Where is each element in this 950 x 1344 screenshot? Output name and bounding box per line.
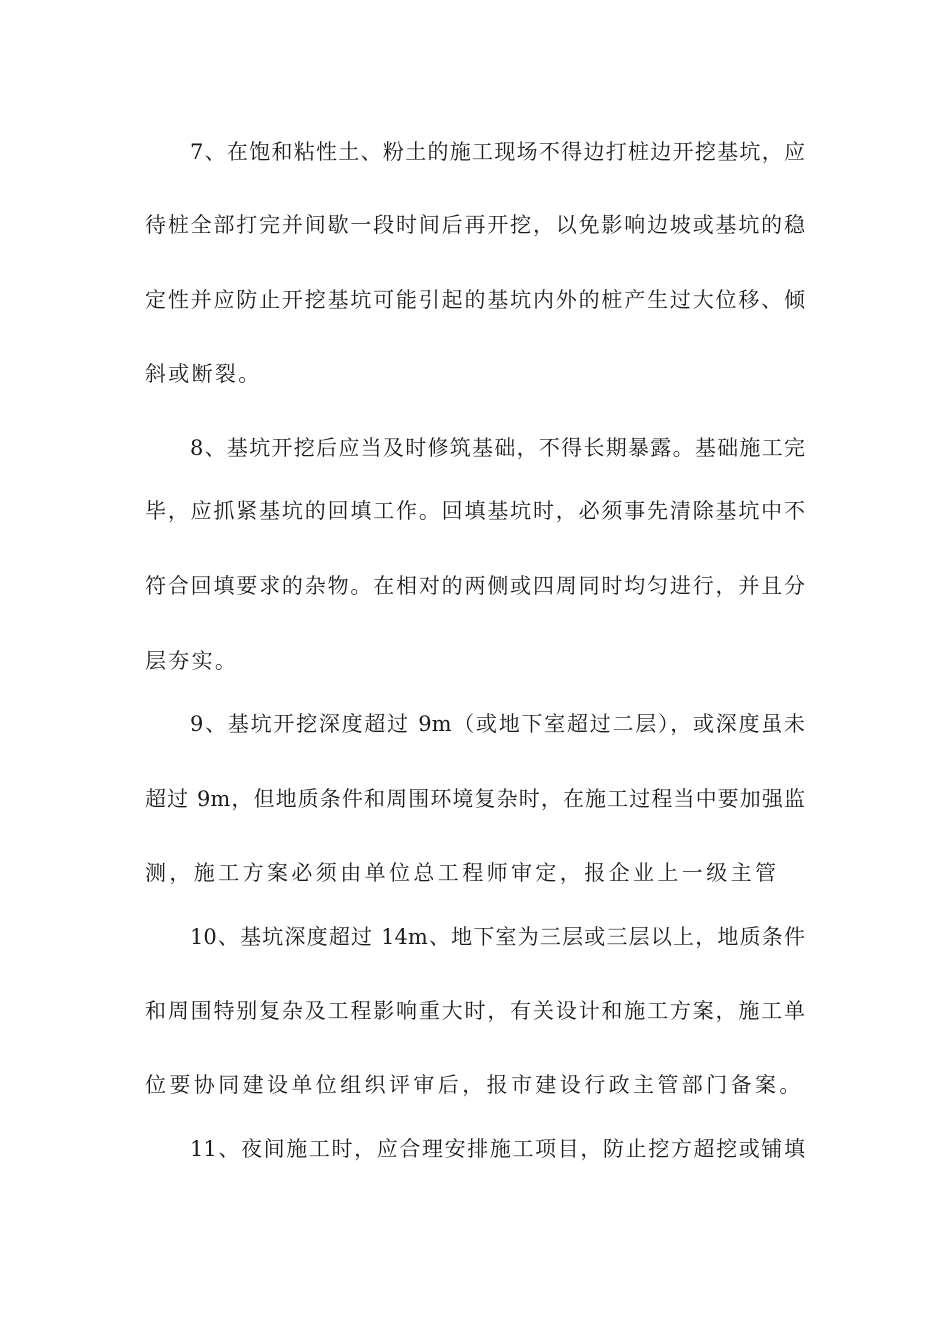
paragraph-9-line-2: 超过 9m，但地质条件和周围环境复杂时，在施工过程当中要加强监 [145, 787, 805, 811]
paragraph-11-line-1: 11、夜间施工时，应合理安排施工项目，防止挖方超挖或铺填 [190, 1137, 805, 1161]
paragraph-8-line-2: 毕，应抓紧基坑的回填工作。回填基坑时，必须事先清除基坑中不 [145, 499, 805, 523]
paragraph-7-line-1: 7、在饱和粘性土、粉土的施工现场不得边打桩边开挖基坑，应 [190, 140, 805, 164]
paragraph-10-line-1: 10、基坑深度超过 14m、地下室为三层或三层以上，地质条件 [190, 925, 805, 949]
paragraph-8-line-1: 8、基坑开挖后应当及时修筑基础，不得长期暴露。基础施工完 [190, 436, 805, 460]
paragraph-7-line-4: 斜或断裂。 [145, 362, 262, 386]
paragraph-10-line-3: 位要协同建设单位组织评审后，报市建设行政主管部门备案。 [145, 1073, 804, 1097]
paragraph-7-line-3: 定性并应防止开挖基坑可能引起的基坑内外的桩产生过大位移、倾 [145, 288, 805, 312]
paragraph-9-line-3: 测，施工方案必须由单位总工程师审定，报企业上一级主管 [145, 861, 780, 885]
paragraph-8-line-4: 层夯实。 [145, 649, 239, 673]
paragraph-8-line-3: 符合回填要求的杂物。在相对的两侧或四周同时均匀进行，并且分 [145, 574, 805, 598]
paragraph-9-line-1: 9、基坑开挖深度超过 9m（或地下室超过二层），或深度虽未 [190, 712, 805, 736]
paragraph-10-line-2: 和周围特别复杂及工程影响重大时，有关设计和施工方案，施工单 [145, 999, 805, 1023]
paragraph-7-line-2: 待桩全部打完并间歇一段时间后再开挖，以免影响边坡或基坑的稳 [145, 213, 805, 237]
